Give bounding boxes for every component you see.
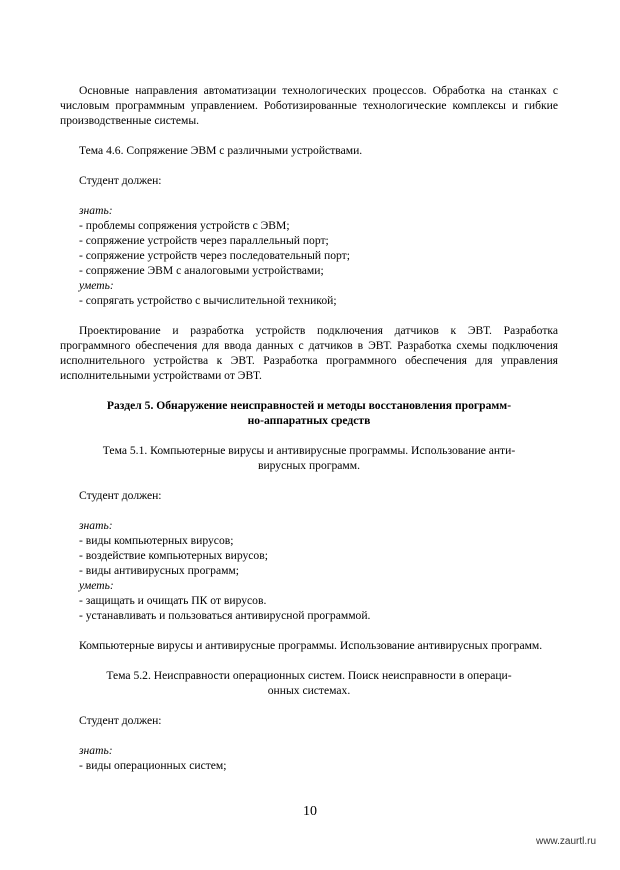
list-item: - виды компьютерных вирусов; bbox=[79, 534, 234, 547]
topic-5-2-heading-line2: онных системах. bbox=[267, 684, 351, 697]
list-item: - воздействие компьютерных вирусов; bbox=[79, 549, 268, 562]
able-label: уметь: bbox=[79, 279, 114, 292]
page-number: 10 bbox=[303, 804, 317, 819]
topic-5-1-heading-line1: Тема 5.1. Компьютерные вирусы и антивирусные программы. Использование анти- bbox=[102, 444, 516, 457]
topic-5-2-heading-line1: Тема 5.2. Неисправности операционных систем. Поиск неисправности в операци- bbox=[106, 669, 512, 682]
topic-5-1-heading-line2: вирусных программ. bbox=[257, 459, 361, 472]
section-5-heading-line2: но-аппаратных средств bbox=[247, 414, 371, 427]
topic-4-6-heading: Тема 4.6. Сопряжение ЭВМ с различными устройствами. bbox=[79, 144, 363, 157]
list-item: - виды антивирусных программ; bbox=[79, 564, 239, 577]
paragraph-sensors: Проектирование и разработка устройств подключения датчиков к ЭВТ. Разработка программного обеспечения для ввода данных с датчиков в ЭВТ. Разработка схемы подключения исполнительного устройства к ЭВТ. Разработка программного обеспечения для управления исполнительными устройствами от ЭВТ. bbox=[60, 324, 558, 382]
know-label: знать: bbox=[79, 744, 113, 757]
list-item: - сопряжение ЭВМ с аналоговыми устройствами; bbox=[79, 264, 324, 277]
student-must-label: Студент должен: bbox=[79, 174, 162, 187]
list-item: - проблемы сопряжения устройств с ЭВМ; bbox=[79, 219, 290, 232]
paragraph-automation: Основные направления автоматизации технологических процессов. Обработка на станках с числовым программным управлением. Роботизированные технологические комплексы и гибкие производственные системы. bbox=[60, 84, 558, 127]
student-must-label: Студент должен: bbox=[79, 489, 162, 502]
list-item: - сопрягать устройство с вычислительной техникой; bbox=[79, 294, 337, 307]
list-item: - устанавливать и пользоваться антивирусной программой. bbox=[79, 609, 371, 622]
list-item: - сопряжение устройств через последовательный порт; bbox=[79, 249, 350, 262]
list-item: - сопряжение устройств через параллельный порт; bbox=[79, 234, 329, 247]
student-must-label: Студент должен: bbox=[79, 714, 162, 727]
watermark: www.zaurtl.ru bbox=[535, 836, 596, 847]
know-label: знать: bbox=[79, 204, 113, 217]
document-body bbox=[60, 83, 558, 773]
section-5-heading-line1: Раздел 5. Обнаружение неисправностей и методы восстановления программ- bbox=[106, 399, 512, 412]
know-label: знать: bbox=[79, 519, 113, 532]
able-label: уметь: bbox=[79, 579, 114, 592]
list-item: - защищать и очищать ПК от вирусов. bbox=[79, 594, 267, 607]
paragraph-viruses: Компьютерные вирусы и антивирусные программы. Использование антивирусных программ. bbox=[79, 639, 543, 652]
list-item: - виды операционных систем; bbox=[79, 759, 227, 772]
